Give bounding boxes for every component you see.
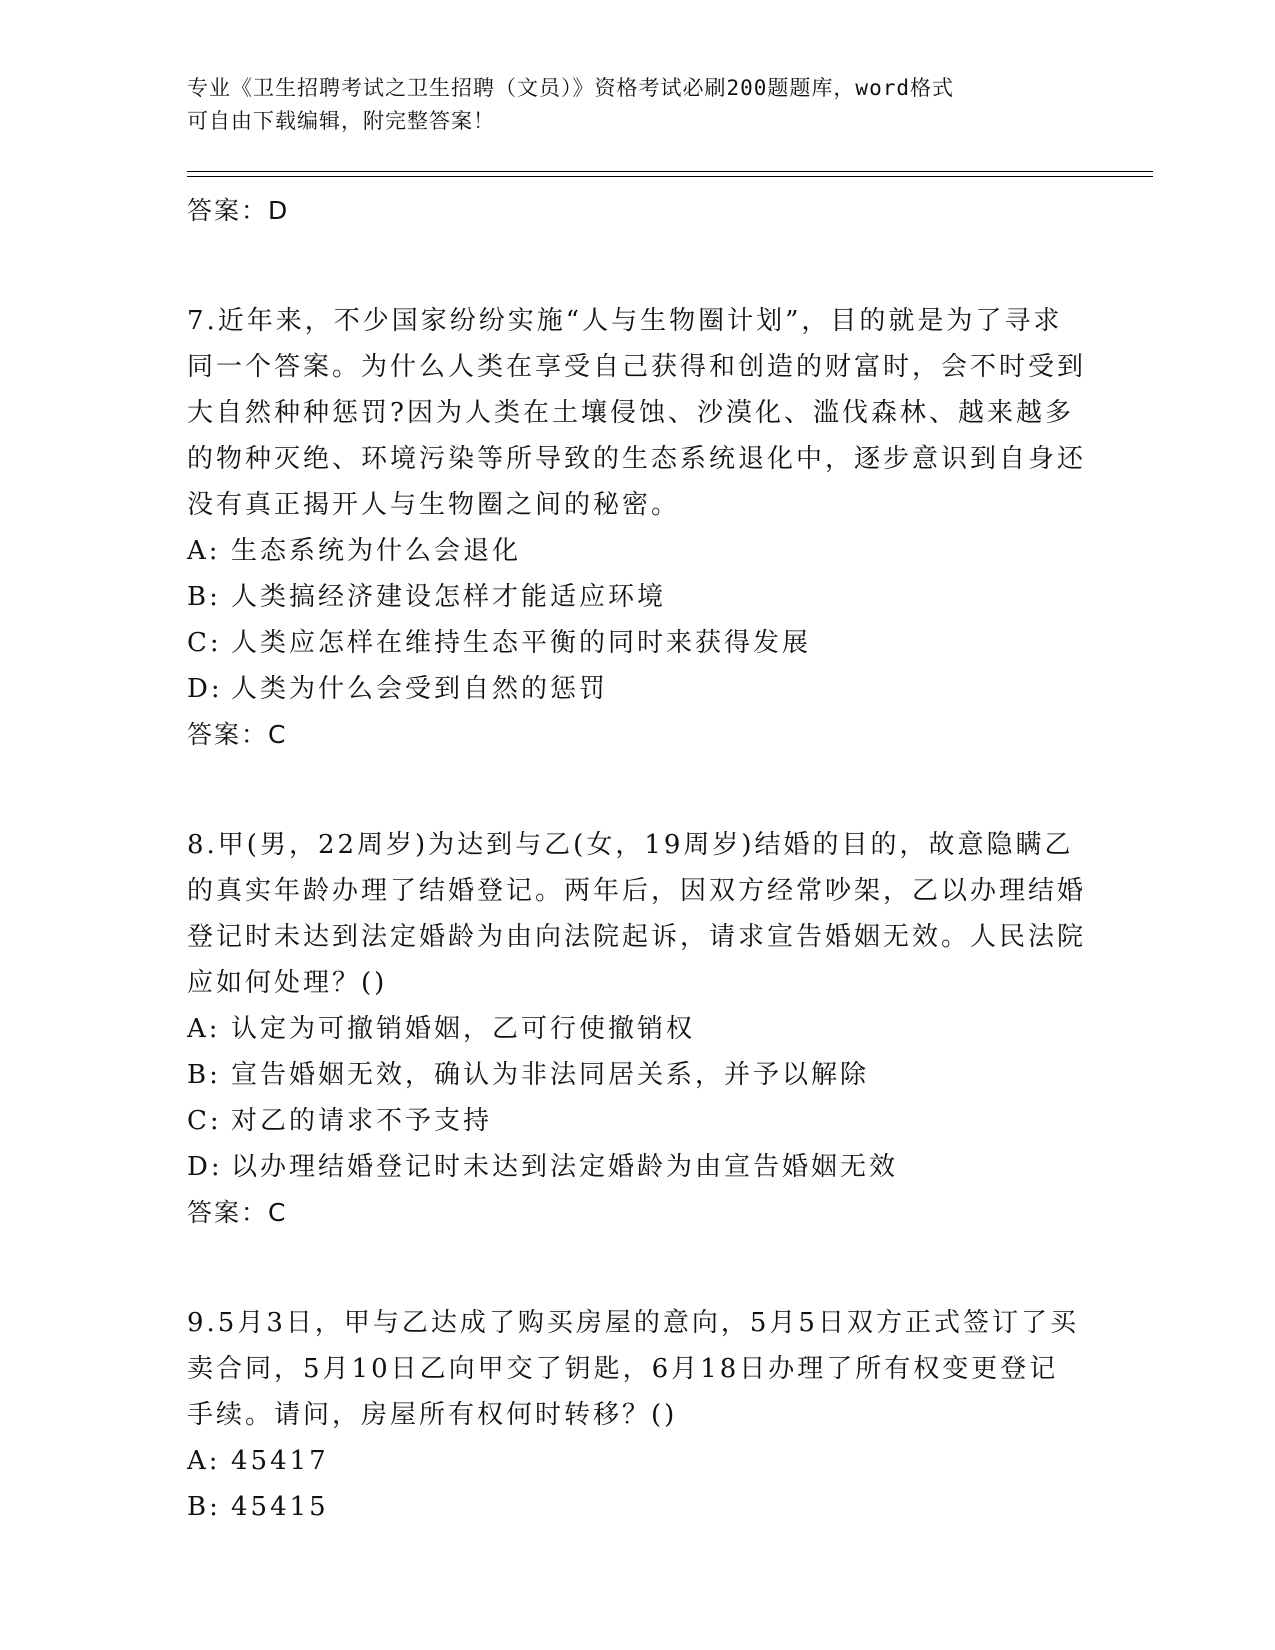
header-line-1: 专业《卫生招聘考试之卫生招聘（文员）》资格考试必刷200题题库，word格式 (187, 76, 954, 100)
option-label: C: (187, 1106, 222, 1136)
option-text: 以办理结婚登记时未达到法定婚龄为由宣告婚姻无效 (231, 1152, 899, 1182)
answer: 答案：C (187, 1198, 288, 1227)
header-line-2: 可自由下载编辑，附完整答案！ (187, 109, 495, 133)
option-b (187, 1484, 1087, 1530)
option-c (187, 620, 1087, 666)
answer-previous: 答案：D (187, 196, 290, 225)
option-text: 宣告婚姻无效，确认为非法同居关系，并予以解除 (231, 1060, 870, 1090)
option-label: A: (187, 1014, 221, 1044)
question-stem: 7.近年来，不少国家纷纷实施“人与生物圈计划”，目的就是为了寻求同一个答案。为什么人类在享受自己获得和创造的财富时，会不时受到大自然种种惩罚?因为人类在土壤侵蚀、沙漠化、滥伐森林、越来越多的物种灭绝、环境污染等所导致的生态系统退化中，逐步意识到自身还没有真正揭开人与生物圈之间的秘密。 (187, 306, 1087, 520)
option-c (187, 1098, 1087, 1144)
option-label: C: (187, 628, 222, 658)
document-body (187, 188, 1087, 1530)
question-7 (187, 298, 1087, 758)
option-b (187, 1052, 1087, 1098)
option-label: B: (187, 1060, 221, 1090)
question-stem: 9.5月3日，甲与乙达成了购买房屋的意向，5月5日双方正式签订了买卖合同，5月10日乙向甲交了钥匙，6月18日办理了所有权变更登记手续。请问，房屋所有权何时转移？() (187, 1308, 1079, 1430)
option-text: 对乙的请求不予支持 (231, 1106, 493, 1136)
option-label: A: (187, 1446, 221, 1476)
option-a (187, 528, 1087, 574)
header-rule-bottom (187, 176, 1153, 177)
option-text: 45415 (231, 1492, 329, 1522)
option-label: B: (187, 1492, 221, 1522)
question-8 (187, 822, 1087, 1236)
option-b (187, 574, 1087, 620)
option-label: A: (187, 536, 221, 566)
option-text: 45417 (231, 1446, 329, 1476)
option-label: B: (187, 582, 221, 612)
document-header (187, 72, 1087, 138)
option-text: 人类搞经济建设怎样才能适应环境 (231, 582, 667, 612)
option-text: 人类应怎样在维持生态平衡的同时来获得发展 (231, 628, 812, 658)
option-text: 人类为什么会受到自然的惩罚 (231, 674, 609, 704)
option-d (187, 1144, 1087, 1190)
option-label: D: (187, 674, 223, 704)
option-text: 生态系统为什么会退化 (231, 536, 522, 566)
question-9 (187, 1300, 1087, 1530)
question-stem: 8.甲(男，22周岁)为达到与乙(女，19周岁)结婚的目的，故意隐瞒乙的真实年龄办理了结婚登记。两年后，因双方经常吵架，乙以办理结婚登记时未达到法定婚龄为由向法院起诉，请求宣告婚姻无效。人民法院应如何处理？() (187, 830, 1087, 998)
option-text: 认定为可撤销婚姻，乙可行使撤销权 (231, 1014, 696, 1044)
answer: 答案：C (187, 720, 288, 749)
header-rule-top (187, 171, 1153, 172)
option-a (187, 1438, 1087, 1484)
option-label: D: (187, 1152, 223, 1182)
option-d (187, 666, 1087, 712)
option-a (187, 1006, 1087, 1052)
